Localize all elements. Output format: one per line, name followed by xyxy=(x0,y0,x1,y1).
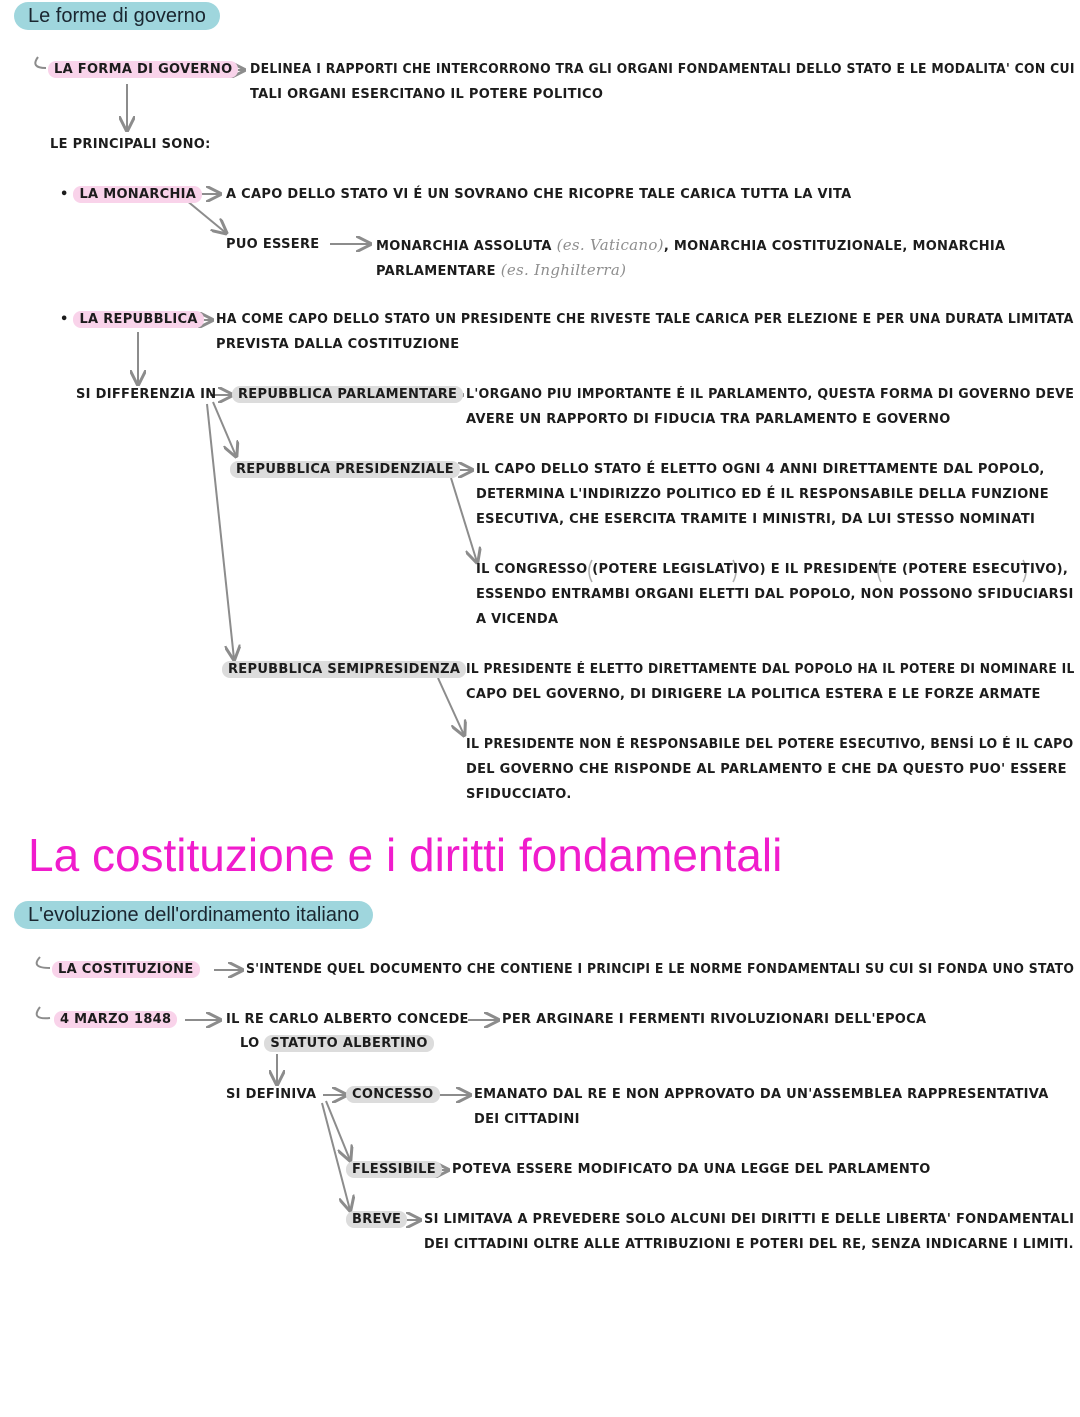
statuto-albertino-label: STATUTO ALBERTINO xyxy=(264,1035,433,1052)
repubblica-label: LA REPUBBLICA xyxy=(73,311,203,328)
presidenziale-a-line1: IL CAPO DELLO STATO É ELETTO OGNI 4 ANNI DIRETTAMENTE DAL POPOLO, xyxy=(476,462,1045,477)
chapter-title: La costituzione e i diritti fondamentali xyxy=(28,829,783,881)
monarchia-label: LA MONARCHIA xyxy=(73,186,202,203)
repubblica-definition-line2: PREVISTA DALLA COSTITUZIONE xyxy=(216,337,460,352)
puo-essere-label: PUO ESSERE xyxy=(226,237,320,252)
flessibile-label: FLESSIBILE xyxy=(346,1162,442,1177)
monarchia-types-line1: MONARCHIA ASSOLUTA (es. Vaticano), MONARCHIA COSTITUZIONALE, MONARCHIA xyxy=(376,236,1006,254)
forma-di-governo-label: LA FORMA DI GOVERNO xyxy=(48,62,238,77)
presidenziale-b-line3: A VICENDA xyxy=(476,612,559,627)
concesso-label: CONCESSO xyxy=(346,1087,440,1102)
breve-text-line1: SI LIMITAVA A PREVEDERE SOLO ALCUNI DEI DIRITTI E DELLE LIBERTA' FONDAMENTALI xyxy=(424,1212,1075,1227)
semipresidenziale-b-line2: DEL GOVERNO CHE RISPONDE AL PARLAMENTO E CHE DA QUESTO PUO' ESSERE xyxy=(466,762,1067,777)
scopo-text: PER ARGINARE I FERMENTI RIVOLUZIONARI DELL'EPOCA xyxy=(502,1012,927,1027)
semipresidenziale-a-line2: CAPO DEL GOVERNO, DI DIRIGERE LA POLITICA ESTERA E LE FORZE ARMATE xyxy=(466,687,1041,702)
date-label: 4 MARZO 1848 xyxy=(54,1012,177,1027)
semipresidenziale-b-line1: IL PRESIDENTE NON É RESPONSABILE DEL POTERE ESECUTIVO, BENSÍ LO É IL CAPO xyxy=(466,737,1074,752)
section-title-forme-di-governo: Le forme di governo xyxy=(14,2,220,30)
si-differenzia-label: SI DIFFERENZIA IN xyxy=(76,387,217,402)
repubblica-item: • LA REPUBBLICA xyxy=(60,312,204,327)
presidenziale-a-line2: DETERMINA L'INDIRIZZO POLITICO ED É IL RESPONSABILE DELLA FUNZIONE xyxy=(476,487,1049,502)
principali-label: LE PRINCIPALI SONO: xyxy=(50,137,211,152)
presidenziale-a-line3: ESECUTIVA, CHE ESERCITA TRAMITE I MINISTRI, DA LUI STESSO NOMINATI xyxy=(476,512,1036,527)
presidenziale-b-line1: IL CONGRESSO (POTERE LEGISLATIVO) E IL PRESIDENTE (POTERE ESECUTIVO), xyxy=(476,562,1069,577)
parlamentare-text-line2: AVERE UN RAPPORTO DI FIDUCIA TRA PARLAMENTO E GOVERNO xyxy=(466,412,951,427)
semipresidenziale-a-line1: IL PRESIDENTE É ELETTO DIRETTAMENTE DAL POPOLO HA IL POTERE DI NOMINARE IL xyxy=(466,662,1075,677)
monarchia-types-line2: PARLAMENTARE (es. Inghilterra) xyxy=(376,261,627,279)
repubblica-semipresidenziale-label: REPUBBLICA SEMIPRESIDENZA xyxy=(222,662,466,677)
costituzione-label: LA COSTITUZIONE xyxy=(52,962,200,977)
breve-text-line2: DEI CITTADINI OLTRE ALLE ATTRIBUZIONI E POTERI DEL RE, SENZA INDICARNE I LIMITI. xyxy=(424,1237,1074,1252)
repubblica-presidenziale-label: REPUBBLICA PRESIDENZIALE xyxy=(230,462,460,477)
semipresidenziale-b-line3: SFIDUCCIATO. xyxy=(466,787,572,802)
repubblica-definition-line1: HA COME CAPO DELLO STATO UN PRESIDENTE CHE RIVESTE TALE CARICA PER ELEZIONE E PER UNA DURATA LIMITATA xyxy=(216,312,1074,327)
flessibile-text: POTEVA ESSERE MODIFICATO DA UNA LEGGE DEL PARLAMENTO xyxy=(452,1162,931,1177)
repubblica-parlamentare-label: REPUBBLICA PARLAMENTARE xyxy=(232,387,463,402)
statuto-albertino-line: LO STATUTO ALBERTINO xyxy=(240,1036,434,1051)
parlamentare-text-line1: L'ORGANO PIU IMPORTANTE É IL PARLAMENTO, QUESTA FORMA DI GOVERNO DEVE xyxy=(466,387,1075,402)
section-title-evoluzione: L'evoluzione dell'ordinamento italiano xyxy=(14,901,373,929)
costituzione-definition: S'INTENDE QUEL DOCUMENTO CHE CONTIENE I PRINCIPI E LE NORME FONDAMENTALI SU CUI SI FONDA UNO STATO xyxy=(246,962,1075,977)
concesso-text-line2: DEI CITTADINI xyxy=(474,1112,580,1127)
forma-di-governo-definition-line1: DELINEA I RAPPORTI CHE INTERCORRONO TRA GLI ORGANI FONDAMENTALI DELLO STATO E LE MODALITA' CON CUI xyxy=(250,62,1075,77)
re-concede-text: IL RE CARLO ALBERTO CONCEDE xyxy=(226,1012,469,1027)
note-vaticano: (es. Vaticano) xyxy=(556,236,664,254)
monarchia-item: • LA MONARCHIA xyxy=(60,187,202,202)
presidenziale-b-line2: ESSENDO ENTRAMBI ORGANI ELETTI DAL POPOLO, NON POSSONO SFIDUCIARSI xyxy=(476,587,1074,602)
forma-di-governo-definition-line2: TALI ORGANI ESERCITANO IL POTERE POLITICO xyxy=(250,87,604,102)
note-inghilterra: (es. Inghilterra) xyxy=(500,261,627,279)
monarchia-definition: A CAPO DELLO STATO VI É UN SOVRANO CHE RICOPRE TALE CARICA TUTTA LA VITA xyxy=(226,187,852,202)
breve-label: BREVE xyxy=(346,1212,407,1227)
concesso-text-line1: EMANATO DAL RE E NON APPROVATO DA UN'ASSEMBLEA RAPPRESENTATIVA xyxy=(474,1087,1049,1102)
si-definiva-label: SI DEFINIVA xyxy=(226,1087,317,1102)
